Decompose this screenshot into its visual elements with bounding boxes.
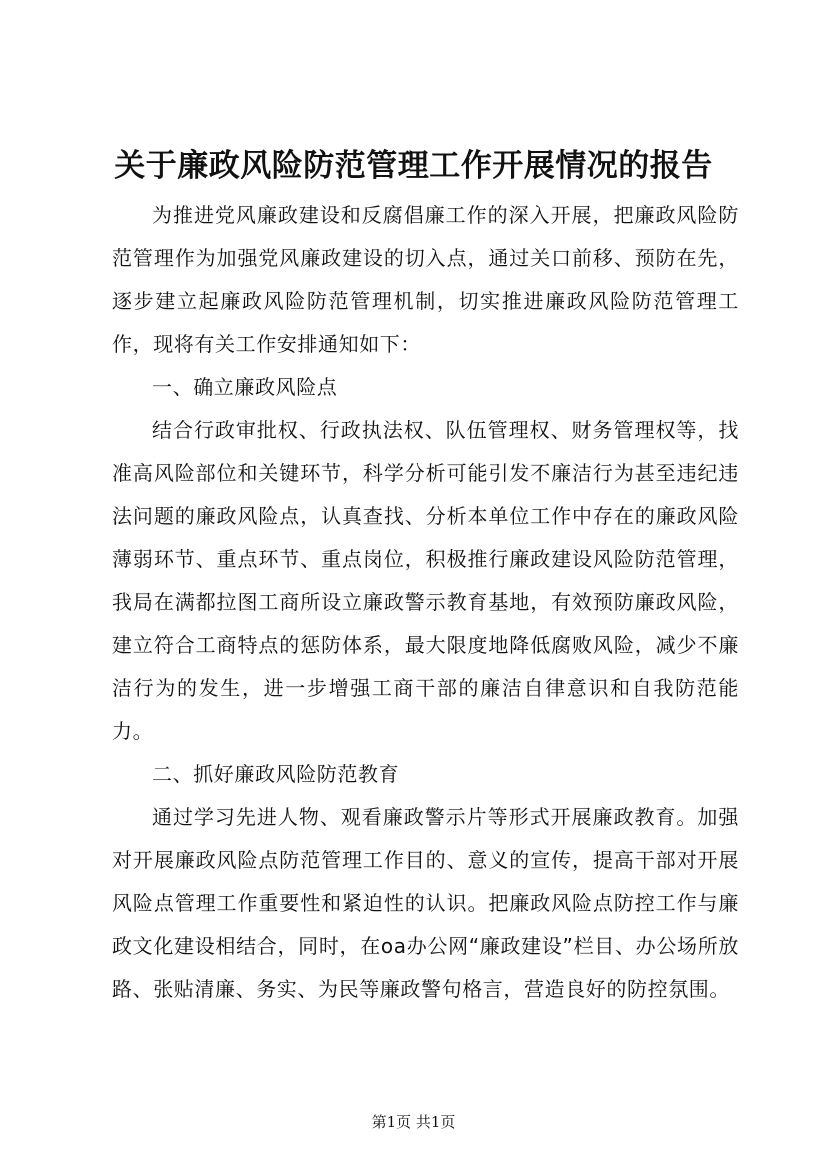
section-heading-1: 一、确立廉政风险点 [152, 375, 338, 399]
section-heading-2: 二、抓好廉政风险防范教育 [152, 762, 400, 786]
document-body [112, 194, 739, 1011]
document-title: 关于廉政风险防范管理工作开展情况的报告 [114, 148, 713, 184]
page-number-footer: 第1页 共1页 [371, 1113, 456, 1131]
intro-paragraph: 为推进党风廉政建设和反腐倡廉工作的深入开展，把廉政风险防范管理作为加强党风廉政建设的切入点，通过关口前移、预防在先，逐步建立起廉政风险防范管理机制，切实推进廉政风险防范管理工作，现将有关工作安排通知如下： [112, 203, 739, 356]
section-1-paragraph: 结合行政审批权、行政执法权、队伍管理权、财务管理权等，找准高风险部位和关键环节，科学分析可能引发不廉洁行为甚至违纪违法问题的廉政风险点，认真查找、分析本单位工作中存在的廉政风险薄弱环节、重点环节、重点岗位，积极推行廉政建设风险防范管理，我局在满都拉图工商所设立廉政警示教育基地，有效预防廉政风险，建立符合工商特点的惩防体系，最大限度地降低腐败风险，减少不廉洁行为的发生，进一步增强工商干部的廉洁自律意识和自我防范能力。 [112, 418, 739, 743]
section-2-paragraph: 通过学习先进人物、观看廉政警示片等形式开展廉政教育。加强对开展廉政风险点防范管理工作目的、意义的宣传，提高干部对开展风险点管理工作重要性和紧迫性的认识。把廉政风险点防控工作与廉政文化建设相结合，同时，在oa办公网“廉政建设”栏目、办公场所放路、张贴清廉、务实、为民等廉政警句格言，营造良好的防控氛围。 [112, 805, 739, 1001]
